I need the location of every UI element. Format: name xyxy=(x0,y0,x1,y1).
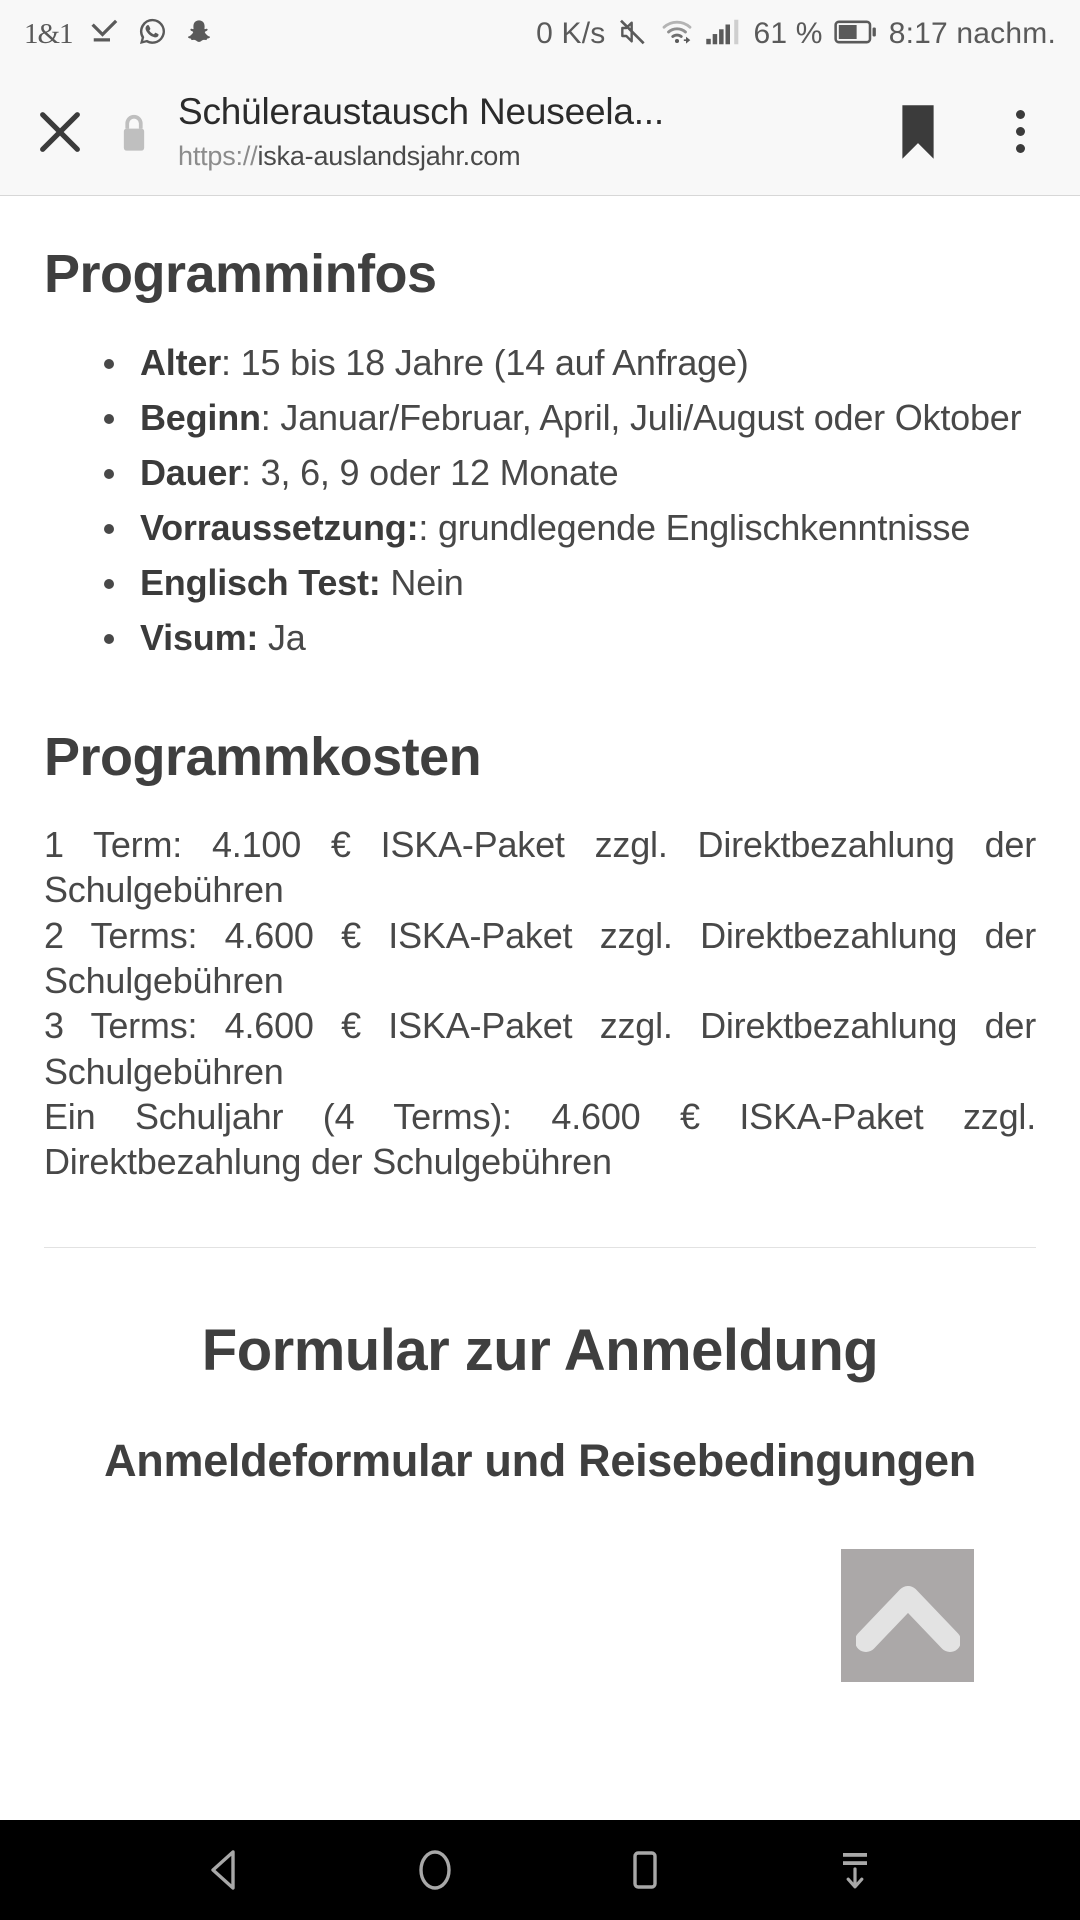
page-title: Schüleraustausch Neuseela... xyxy=(178,91,664,133)
chevron-up-icon xyxy=(856,1575,960,1657)
list-item-label: Dauer xyxy=(140,452,242,494)
recents-button[interactable] xyxy=(590,1820,700,1920)
battery-icon xyxy=(834,18,878,51)
list-item-value: 15 bis 18 Jahre (14 auf Anfrage) xyxy=(240,342,749,384)
carrier-logo-icon: 1&1 xyxy=(24,17,73,50)
list-item-sep xyxy=(258,617,268,658)
back-button[interactable] xyxy=(170,1820,280,1920)
overflow-menu-button[interactable] xyxy=(982,94,1058,170)
cost-line: Ein Schuljahr (4 Terms): 4.600 € ISKA-Paket zzgl. Direktbezahlung der Schulgebühren xyxy=(44,1095,1036,1183)
list-item-value: Januar/Februar, April, Juli/August oder Oktober xyxy=(280,397,1022,439)
battery-percent-label: 61 % xyxy=(753,17,823,50)
form-section-title: Formular zur Anmeldung xyxy=(201,1317,879,1383)
browser-toolbar xyxy=(0,68,1080,196)
address-bar[interactable] xyxy=(178,91,880,172)
list-item-label: Beginn xyxy=(140,397,261,439)
arrow-down-lines-icon xyxy=(831,1846,879,1894)
mute-icon xyxy=(617,16,649,53)
list-item-label: Visum: xyxy=(140,617,259,659)
page-url xyxy=(178,141,880,172)
list-item-sep: : xyxy=(260,397,281,439)
list-item xyxy=(140,340,1036,385)
programminfos-list xyxy=(44,340,1036,660)
hide-navbar-button[interactable] xyxy=(800,1820,910,1920)
cost-line: 3 Terms: 4.600 € ISKA-Paket zzgl. Direktbezahlung der Schulgebühren xyxy=(44,1005,1036,1092)
bookmark-button[interactable] xyxy=(880,94,956,170)
list-item-value: 3, 6, 9 oder 12 Monate xyxy=(260,452,619,494)
list-item-sep: : xyxy=(418,507,438,549)
list-item xyxy=(140,450,1036,495)
circle-icon xyxy=(411,1846,459,1894)
list-item-sep: : xyxy=(241,452,261,494)
network-speed-label: 0 K/s xyxy=(536,17,606,50)
overflow-menu-icon xyxy=(1016,110,1025,153)
close-button[interactable] xyxy=(22,94,98,170)
section-title-programminfos: Programminfos xyxy=(44,244,437,304)
cellular-signal-icon xyxy=(705,17,743,52)
cost-line: 2 Terms: 4.600 € ISKA-Paket zzgl. Direktbezahlung der Schulgebühren xyxy=(44,914,1036,1001)
cost-line: 1 Term: 4.100 € ISKA-Paket zzgl. Direktbezahlung der Schulgebühren xyxy=(44,823,1036,911)
scroll-to-top-button[interactable] xyxy=(841,1549,974,1682)
list-item xyxy=(140,505,1036,550)
whatsapp-icon xyxy=(137,16,168,52)
url-host: iska-auslandsjahr.com xyxy=(257,140,521,171)
list-item-value: grundlegende Englischkenntnisse xyxy=(437,507,971,549)
status-bar xyxy=(0,0,1080,68)
snapchat-icon xyxy=(185,18,213,51)
clock-label: 8:17 nachm. xyxy=(888,17,1056,50)
status-bar-left xyxy=(24,16,213,52)
list-item-value: Ja xyxy=(268,617,306,659)
list-item xyxy=(140,395,1036,440)
url-scheme: https:// xyxy=(178,140,258,171)
square-icon xyxy=(621,1846,669,1894)
programmkosten-block xyxy=(44,822,1036,1185)
list-item-value: Nein xyxy=(390,562,464,604)
lock-icon xyxy=(112,110,156,154)
android-navigation-bar xyxy=(0,1820,1080,1920)
triangle-left-icon xyxy=(201,1846,249,1894)
list-item-label: Vorraussetzung: xyxy=(140,507,419,549)
section-title-programmkosten: Programmkosten xyxy=(44,727,482,788)
form-section-subtitle: Anmeldeformular und Reisebedingungen xyxy=(104,1435,976,1487)
list-item-sep xyxy=(381,562,391,603)
section-divider xyxy=(44,1247,1036,1248)
home-button[interactable] xyxy=(380,1820,490,1920)
list-item-label: Alter xyxy=(140,342,222,384)
status-bar-right xyxy=(536,16,1056,53)
mail-check-icon xyxy=(90,17,120,52)
list-item xyxy=(140,615,1036,660)
list-item-sep: : xyxy=(221,342,241,384)
list-item-label: Englisch Test: xyxy=(140,562,381,604)
wifi-icon xyxy=(660,17,694,52)
list-item xyxy=(140,560,1036,605)
